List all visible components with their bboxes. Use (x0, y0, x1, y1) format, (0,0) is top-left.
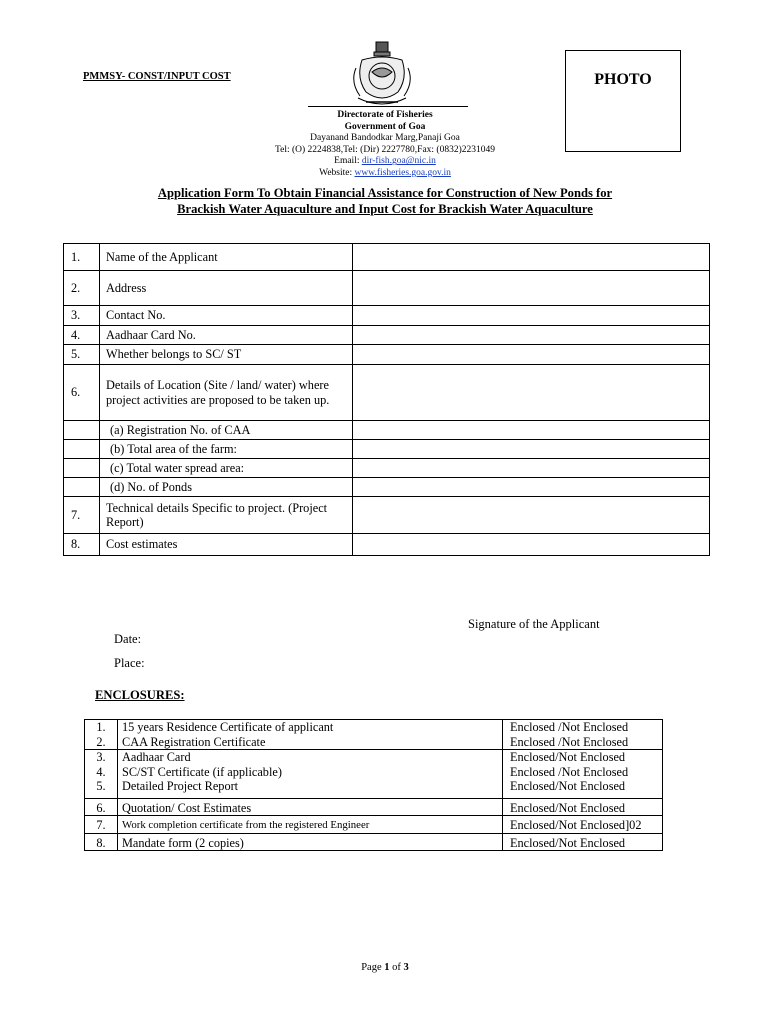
form-title-line-2: Brackish Water Aquaculture and Input Cost for Brackish Water Aquaculture (177, 201, 593, 216)
enclosure-document: SC/ST Certificate (if applicable) (118, 765, 503, 780)
page-current: 1 (384, 962, 390, 973)
enclosure-status[interactable]: Enclosed/Not Enclosed (503, 798, 663, 816)
enclosure-number: 5. (85, 779, 118, 798)
row-label: Name of the Applicant (100, 244, 353, 271)
website-line (230, 168, 540, 180)
row-label: Cost estimates (100, 534, 353, 556)
caa-registration-field[interactable] (353, 421, 710, 440)
enclosure-document: 15 years Residence Certificate of applicant (118, 720, 503, 735)
address-field[interactable] (353, 271, 710, 306)
row-label: Whether belongs to SC/ ST (100, 345, 353, 365)
enclosure-row (85, 779, 663, 798)
form-row (64, 534, 710, 556)
ponds-field[interactable] (353, 478, 710, 497)
enclosure-document: Mandate form (2 copies) (118, 833, 503, 851)
page-word: Page (361, 962, 382, 973)
farm-area-field[interactable] (353, 440, 710, 459)
sc-st-field[interactable] (353, 345, 710, 365)
enclosure-number: 1. (85, 720, 118, 735)
enclosure-row (85, 816, 663, 834)
enclosures-table (84, 719, 663, 851)
row-number: 4. (64, 326, 100, 345)
row-number (64, 478, 100, 497)
row-label: (c) Total water spread area: (100, 459, 353, 478)
form-row (64, 244, 710, 271)
enclosure-row (85, 720, 663, 735)
page-total: 3 (403, 962, 409, 973)
enclosure-document: Detailed Project Report (118, 779, 503, 798)
row-label: Contact No. (100, 306, 353, 326)
signature-label: Signature of the Applicant (468, 617, 600, 631)
enclosure-status[interactable]: Enclosed/Not Enclosed]02 (503, 816, 663, 834)
row-label: Aadhaar Card No. (100, 326, 353, 345)
form-row (64, 306, 710, 326)
photo-box (565, 50, 681, 152)
enclosure-number: 2. (85, 735, 118, 750)
photo-label: PHOTO (594, 71, 652, 88)
directorate-address: Dayanand Bandodkar Marg,Panaji Goa (310, 133, 460, 144)
technical-details-field[interactable] (353, 497, 710, 534)
enclosure-row (85, 735, 663, 750)
enclosure-status[interactable]: Enclosed/Not Enclosed (503, 833, 663, 851)
location-field[interactable] (353, 365, 710, 421)
form-row (64, 459, 710, 478)
form-row (64, 271, 710, 306)
form-row (64, 345, 710, 365)
row-number: 5. (64, 345, 100, 365)
enclosure-document: CAA Registration Certificate (118, 735, 503, 750)
row-number: 6. (64, 365, 100, 421)
row-label: (a) Registration No. of CAA (100, 421, 353, 440)
email-link[interactable]: dir-fish.goa@nic.in (361, 156, 436, 167)
form-row (64, 421, 710, 440)
of-word: of (392, 962, 401, 973)
row-number (64, 421, 100, 440)
enclosure-status[interactable]: Enclosed /Not Enclosed (503, 720, 663, 735)
enclosures-heading: ENCLOSURES: (95, 688, 185, 702)
aadhaar-field[interactable] (353, 326, 710, 345)
form-title (60, 186, 710, 217)
government-name: Government of Goa (344, 121, 426, 132)
place-label: Place: (114, 656, 145, 670)
date-label: Date: (114, 632, 142, 646)
row-label: (d) No. of Ponds (100, 478, 353, 497)
enclosure-number: 6. (85, 798, 118, 816)
website-label: Website: (319, 167, 353, 178)
enclosure-number: 8. (85, 833, 118, 851)
application-form-table (63, 243, 710, 556)
enclosure-status[interactable]: Enclosed /Not Enclosed (503, 765, 663, 780)
form-title-line-1: Application Form To Obtain Financial Assistance for Construction of New Ponds for (157, 186, 613, 200)
contact-field[interactable] (353, 306, 710, 326)
row-number: 8. (64, 534, 100, 556)
form-row (64, 326, 710, 345)
enclosure-row (85, 750, 663, 765)
enclosure-status[interactable]: Enclosed /Not Enclosed (503, 735, 663, 750)
goa-emblem-icon (344, 38, 420, 110)
row-label: Address (100, 271, 353, 306)
water-spread-field[interactable] (353, 459, 710, 478)
enclosure-status[interactable]: Enclosed/Not Enclosed (503, 779, 663, 798)
row-label: Details of Location (Site / land/ water) where project activities are proposed to be taken up. (100, 365, 353, 421)
enclosure-number: 4. (85, 765, 118, 780)
row-label: Technical details Specific to project. (Project Report) (100, 497, 353, 534)
enclosure-number: 7. (85, 816, 118, 834)
enclosure-row (85, 798, 663, 816)
enclosure-status[interactable]: Enclosed/Not Enclosed (503, 750, 663, 765)
scheme-code: PMMSY- CONST/INPUT COST (83, 71, 231, 82)
enclosure-document: Aadhaar Card (118, 750, 503, 765)
row-number: 7. (64, 497, 100, 534)
directorate-block (230, 110, 540, 180)
row-number (64, 459, 100, 478)
website-link[interactable]: www.fisheries.goa.gov.in (354, 167, 451, 178)
cost-estimates-field[interactable] (353, 534, 710, 556)
email-line (230, 156, 540, 168)
form-row (64, 365, 710, 421)
enclosure-document: Work completion certificate from the registered Engineer (118, 816, 503, 834)
enclosure-number: 3. (85, 750, 118, 765)
row-number: 1. (64, 244, 100, 271)
directorate-name: Directorate of Fisheries (337, 110, 433, 120)
form-row (64, 440, 710, 459)
directorate-phone: Tel: (O) 2224838,Tel: (Dir) 2227780,Fax: (0832)2231049 (274, 144, 496, 155)
enclosure-row (85, 833, 663, 851)
email-label: Email: (334, 156, 360, 167)
row-label: (b) Total area of the farm: (100, 440, 353, 459)
row-number: 3. (64, 306, 100, 326)
row-number: 2. (64, 271, 100, 306)
form-row (64, 497, 710, 534)
header-rule (308, 106, 468, 107)
enclosure-row (85, 765, 663, 780)
form-row (64, 478, 710, 497)
page-footer (0, 962, 770, 973)
row-number (64, 440, 100, 459)
enclosure-document: Quotation/ Cost Estimates (118, 798, 503, 816)
applicant-name-field[interactable] (353, 244, 710, 271)
